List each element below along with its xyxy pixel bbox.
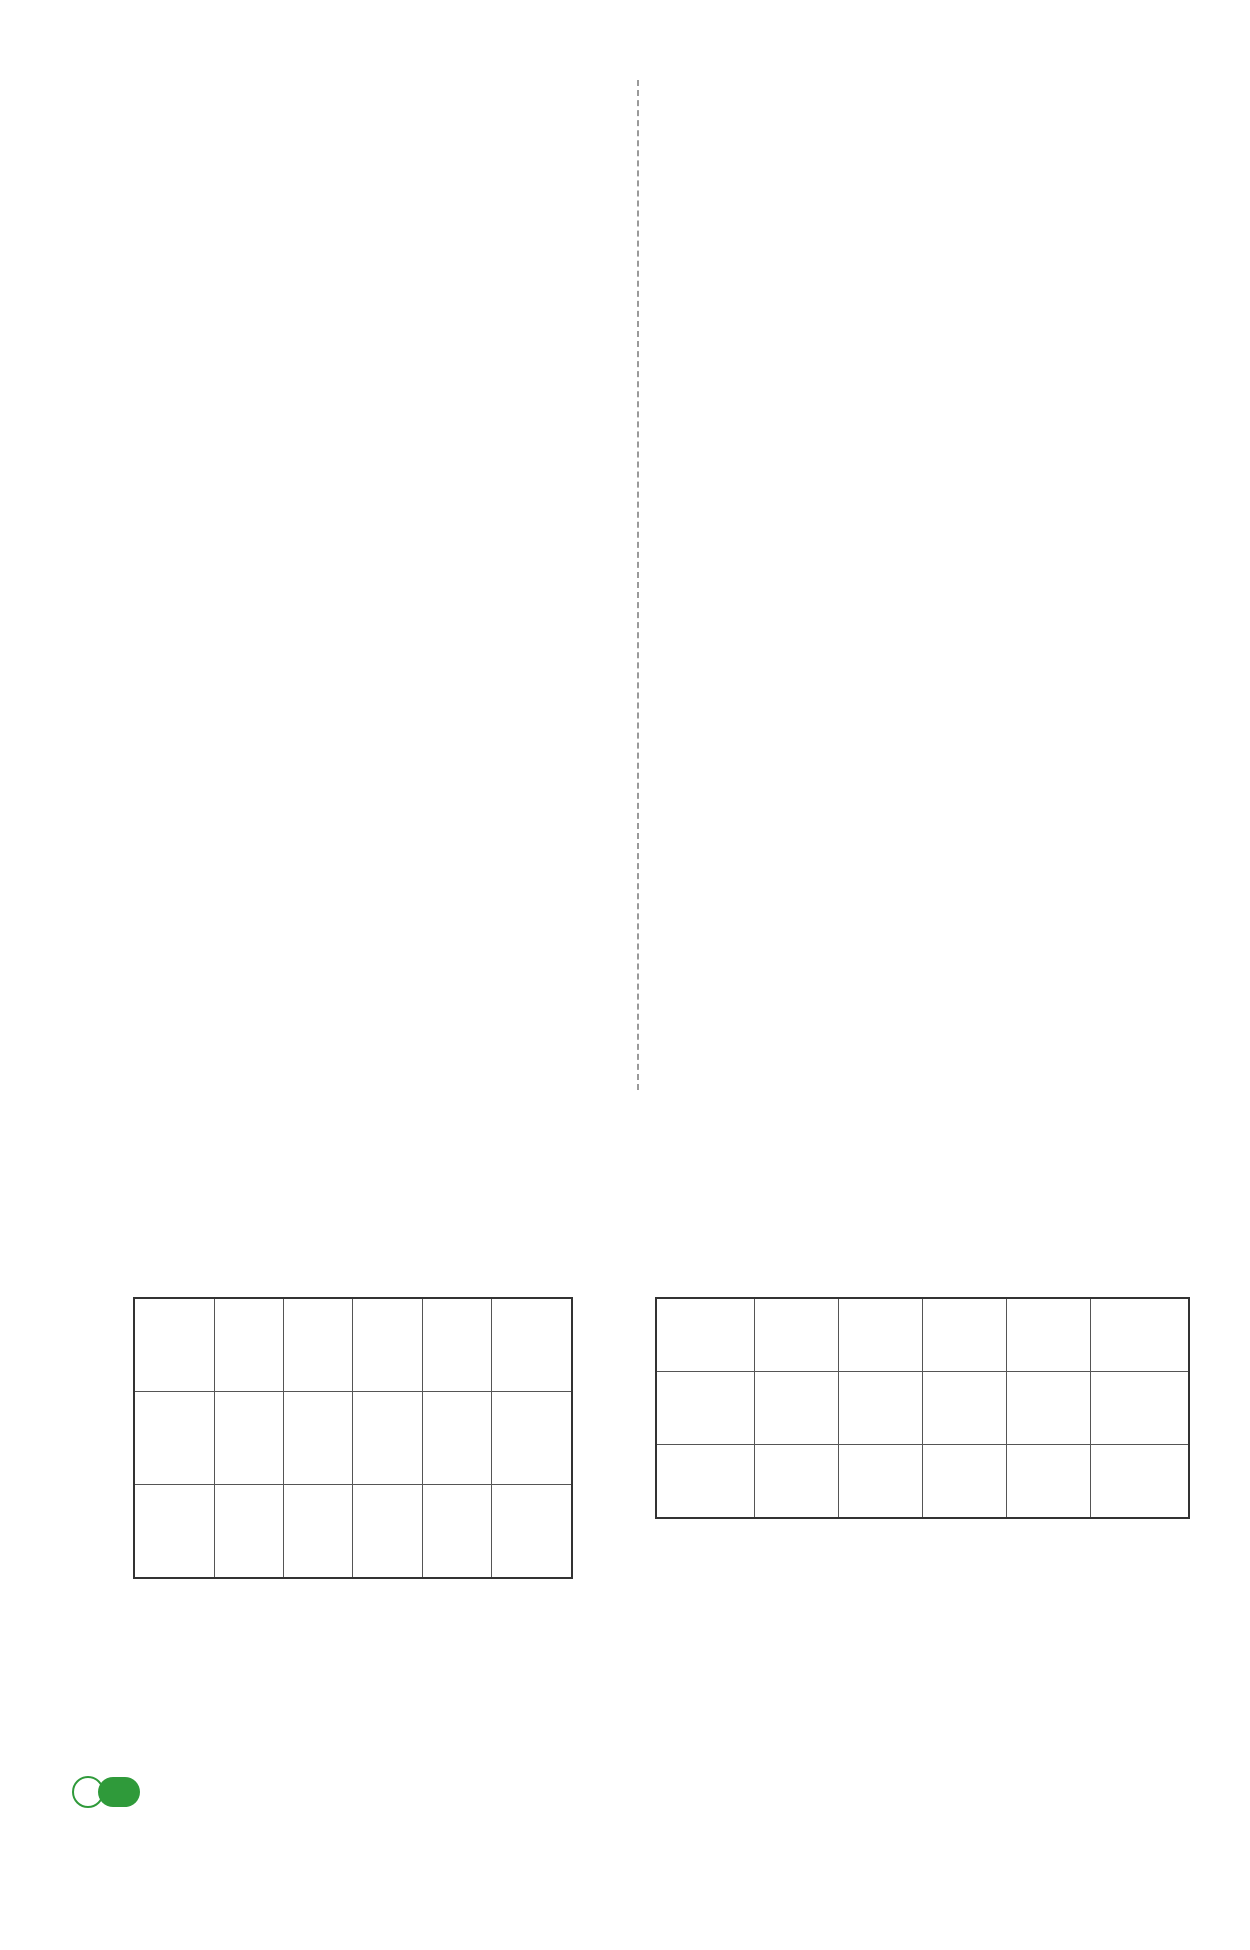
- answer-line: [655, 1725, 1210, 1758]
- answer-line: [655, 1527, 1210, 1560]
- chapter-title: [0, 1118, 1250, 1168]
- table-cell: [656, 1298, 754, 1372]
- answer-line: [655, 268, 1210, 301]
- answer-line: [655, 895, 1210, 928]
- table-cell: [491, 1298, 572, 1392]
- answer-line: [655, 598, 1210, 631]
- answer-line: [70, 565, 620, 598]
- answer-line: [70, 268, 620, 301]
- answer-line: [655, 532, 1210, 565]
- answer-line: [70, 730, 620, 763]
- answer-line: [655, 169, 1210, 202]
- table-cell: [1007, 1298, 1091, 1372]
- answer-line: [70, 1719, 620, 1752]
- answer-line: [655, 1791, 1210, 1824]
- answer-line: [70, 1917, 620, 1950]
- table-cell: [353, 1485, 422, 1579]
- answer-line: [70, 1851, 620, 1884]
- table-cell: [422, 1298, 491, 1392]
- table-cell: [754, 1372, 838, 1445]
- polynomial-table: [655, 1297, 1190, 1519]
- answer-line: [655, 796, 1210, 829]
- table-cell: [1007, 1445, 1091, 1519]
- answer-line: [655, 565, 1210, 598]
- left-column: [70, 70, 620, 928]
- answer-line: [655, 466, 1210, 499]
- left-column-section2: [70, 1225, 620, 1950]
- answer-line: [70, 466, 620, 499]
- table-cell: [922, 1372, 1006, 1445]
- answer-line: [655, 1192, 1210, 1225]
- column-divider: [637, 80, 639, 1090]
- answer-line: [655, 433, 1210, 466]
- monomial-table: [133, 1297, 573, 1579]
- answer-line: [70, 169, 620, 202]
- table-cell: [215, 1392, 284, 1485]
- answer-line: [655, 70, 1210, 103]
- table-cell: [353, 1392, 422, 1485]
- answer-line: [70, 136, 620, 169]
- page-footer: [72, 1774, 316, 1810]
- table-cell: [922, 1445, 1006, 1519]
- answer-line: [70, 499, 620, 532]
- answer-line: [655, 1857, 1210, 1890]
- answer-line: [655, 301, 1210, 334]
- answer-line: [655, 1258, 1210, 1291]
- table-cell: [134, 1485, 215, 1579]
- table-cell: [422, 1392, 491, 1485]
- answer-line: [70, 433, 620, 466]
- table-cell: [1007, 1372, 1091, 1445]
- answer-line: [655, 334, 1210, 367]
- answer-line: [655, 763, 1210, 796]
- right-column-section2: [655, 1192, 1210, 1890]
- table-cell: [422, 1485, 491, 1579]
- answer-line: [655, 829, 1210, 862]
- table-cell: [284, 1392, 353, 1485]
- answer-line: [70, 895, 620, 928]
- answer-line: [70, 829, 620, 862]
- answer-line: [70, 697, 620, 730]
- table-cell: [838, 1298, 922, 1372]
- table-cell: [754, 1445, 838, 1519]
- answer-line: [70, 862, 620, 895]
- table-row: [656, 1445, 1189, 1519]
- answer-line: [655, 499, 1210, 532]
- answer-line: [70, 301, 620, 334]
- answer-line: [70, 103, 620, 136]
- answer-line: [70, 796, 620, 829]
- answer-line: [70, 532, 620, 565]
- table-row: [134, 1392, 572, 1485]
- table-row: [656, 1298, 1189, 1372]
- table-cell: [922, 1298, 1006, 1372]
- answer-line: [655, 136, 1210, 169]
- answer-line: [655, 1659, 1210, 1692]
- answer-line: [655, 1824, 1210, 1857]
- answer-line: [655, 730, 1210, 763]
- answer-line: [655, 202, 1210, 235]
- table-cell: [284, 1485, 353, 1579]
- answer-line: [655, 664, 1210, 697]
- answer-line: [70, 367, 620, 400]
- table-cell: [838, 1372, 922, 1445]
- table-cell: [215, 1485, 284, 1579]
- answer-line: [70, 1620, 620, 1653]
- right-column: [655, 70, 1210, 961]
- answer-line: [70, 631, 620, 664]
- table-cell: [1091, 1445, 1189, 1519]
- table-cell: [284, 1298, 353, 1392]
- answer-line: [655, 400, 1210, 433]
- table-cell: [491, 1485, 572, 1579]
- table-cell: [353, 1298, 422, 1392]
- answer-line: [655, 1626, 1210, 1659]
- answer-line: [70, 1258, 620, 1291]
- table-cell: [754, 1298, 838, 1372]
- answer-line: [655, 862, 1210, 895]
- answer-line: [655, 103, 1210, 136]
- answer-line: [655, 1692, 1210, 1725]
- section-heading: [70, 1225, 620, 1258]
- section-heading: [70, 202, 620, 235]
- answer-line: [70, 763, 620, 796]
- table-cell: [491, 1392, 572, 1485]
- answer-line: [70, 70, 620, 103]
- answer-line: [70, 598, 620, 631]
- table-cell: [134, 1298, 215, 1392]
- answer-line: [655, 928, 1210, 961]
- table-cell: [1091, 1298, 1189, 1372]
- table-row: [134, 1485, 572, 1579]
- answer-line: [655, 631, 1210, 664]
- answer-line: [70, 334, 620, 367]
- answer-line: [70, 400, 620, 433]
- answer-line: [70, 1653, 620, 1686]
- section-heading: [655, 1560, 1210, 1593]
- table-cell: [134, 1392, 215, 1485]
- answer-line: [70, 1818, 620, 1851]
- answer-line: [655, 1225, 1210, 1258]
- table-cell: [838, 1445, 922, 1519]
- table-row: [656, 1372, 1189, 1445]
- answer-line: [655, 1593, 1210, 1626]
- answer-line: [70, 1587, 620, 1620]
- section-heading: [70, 664, 620, 697]
- answer-line: [70, 235, 620, 268]
- table-cell: [1091, 1372, 1189, 1445]
- answer-line: [655, 235, 1210, 268]
- table-cell: [656, 1445, 754, 1519]
- answer-line: [70, 1884, 620, 1917]
- answer-line: [70, 1686, 620, 1719]
- table-cell: [656, 1372, 754, 1445]
- table-cell: [215, 1298, 284, 1392]
- sub-chapter-title: [250, 1180, 490, 1220]
- answer-line: [655, 367, 1210, 400]
- table-row: [134, 1298, 572, 1392]
- answer-line: [655, 697, 1210, 730]
- answer-line: [655, 1758, 1210, 1791]
- page-number: [98, 1777, 140, 1807]
